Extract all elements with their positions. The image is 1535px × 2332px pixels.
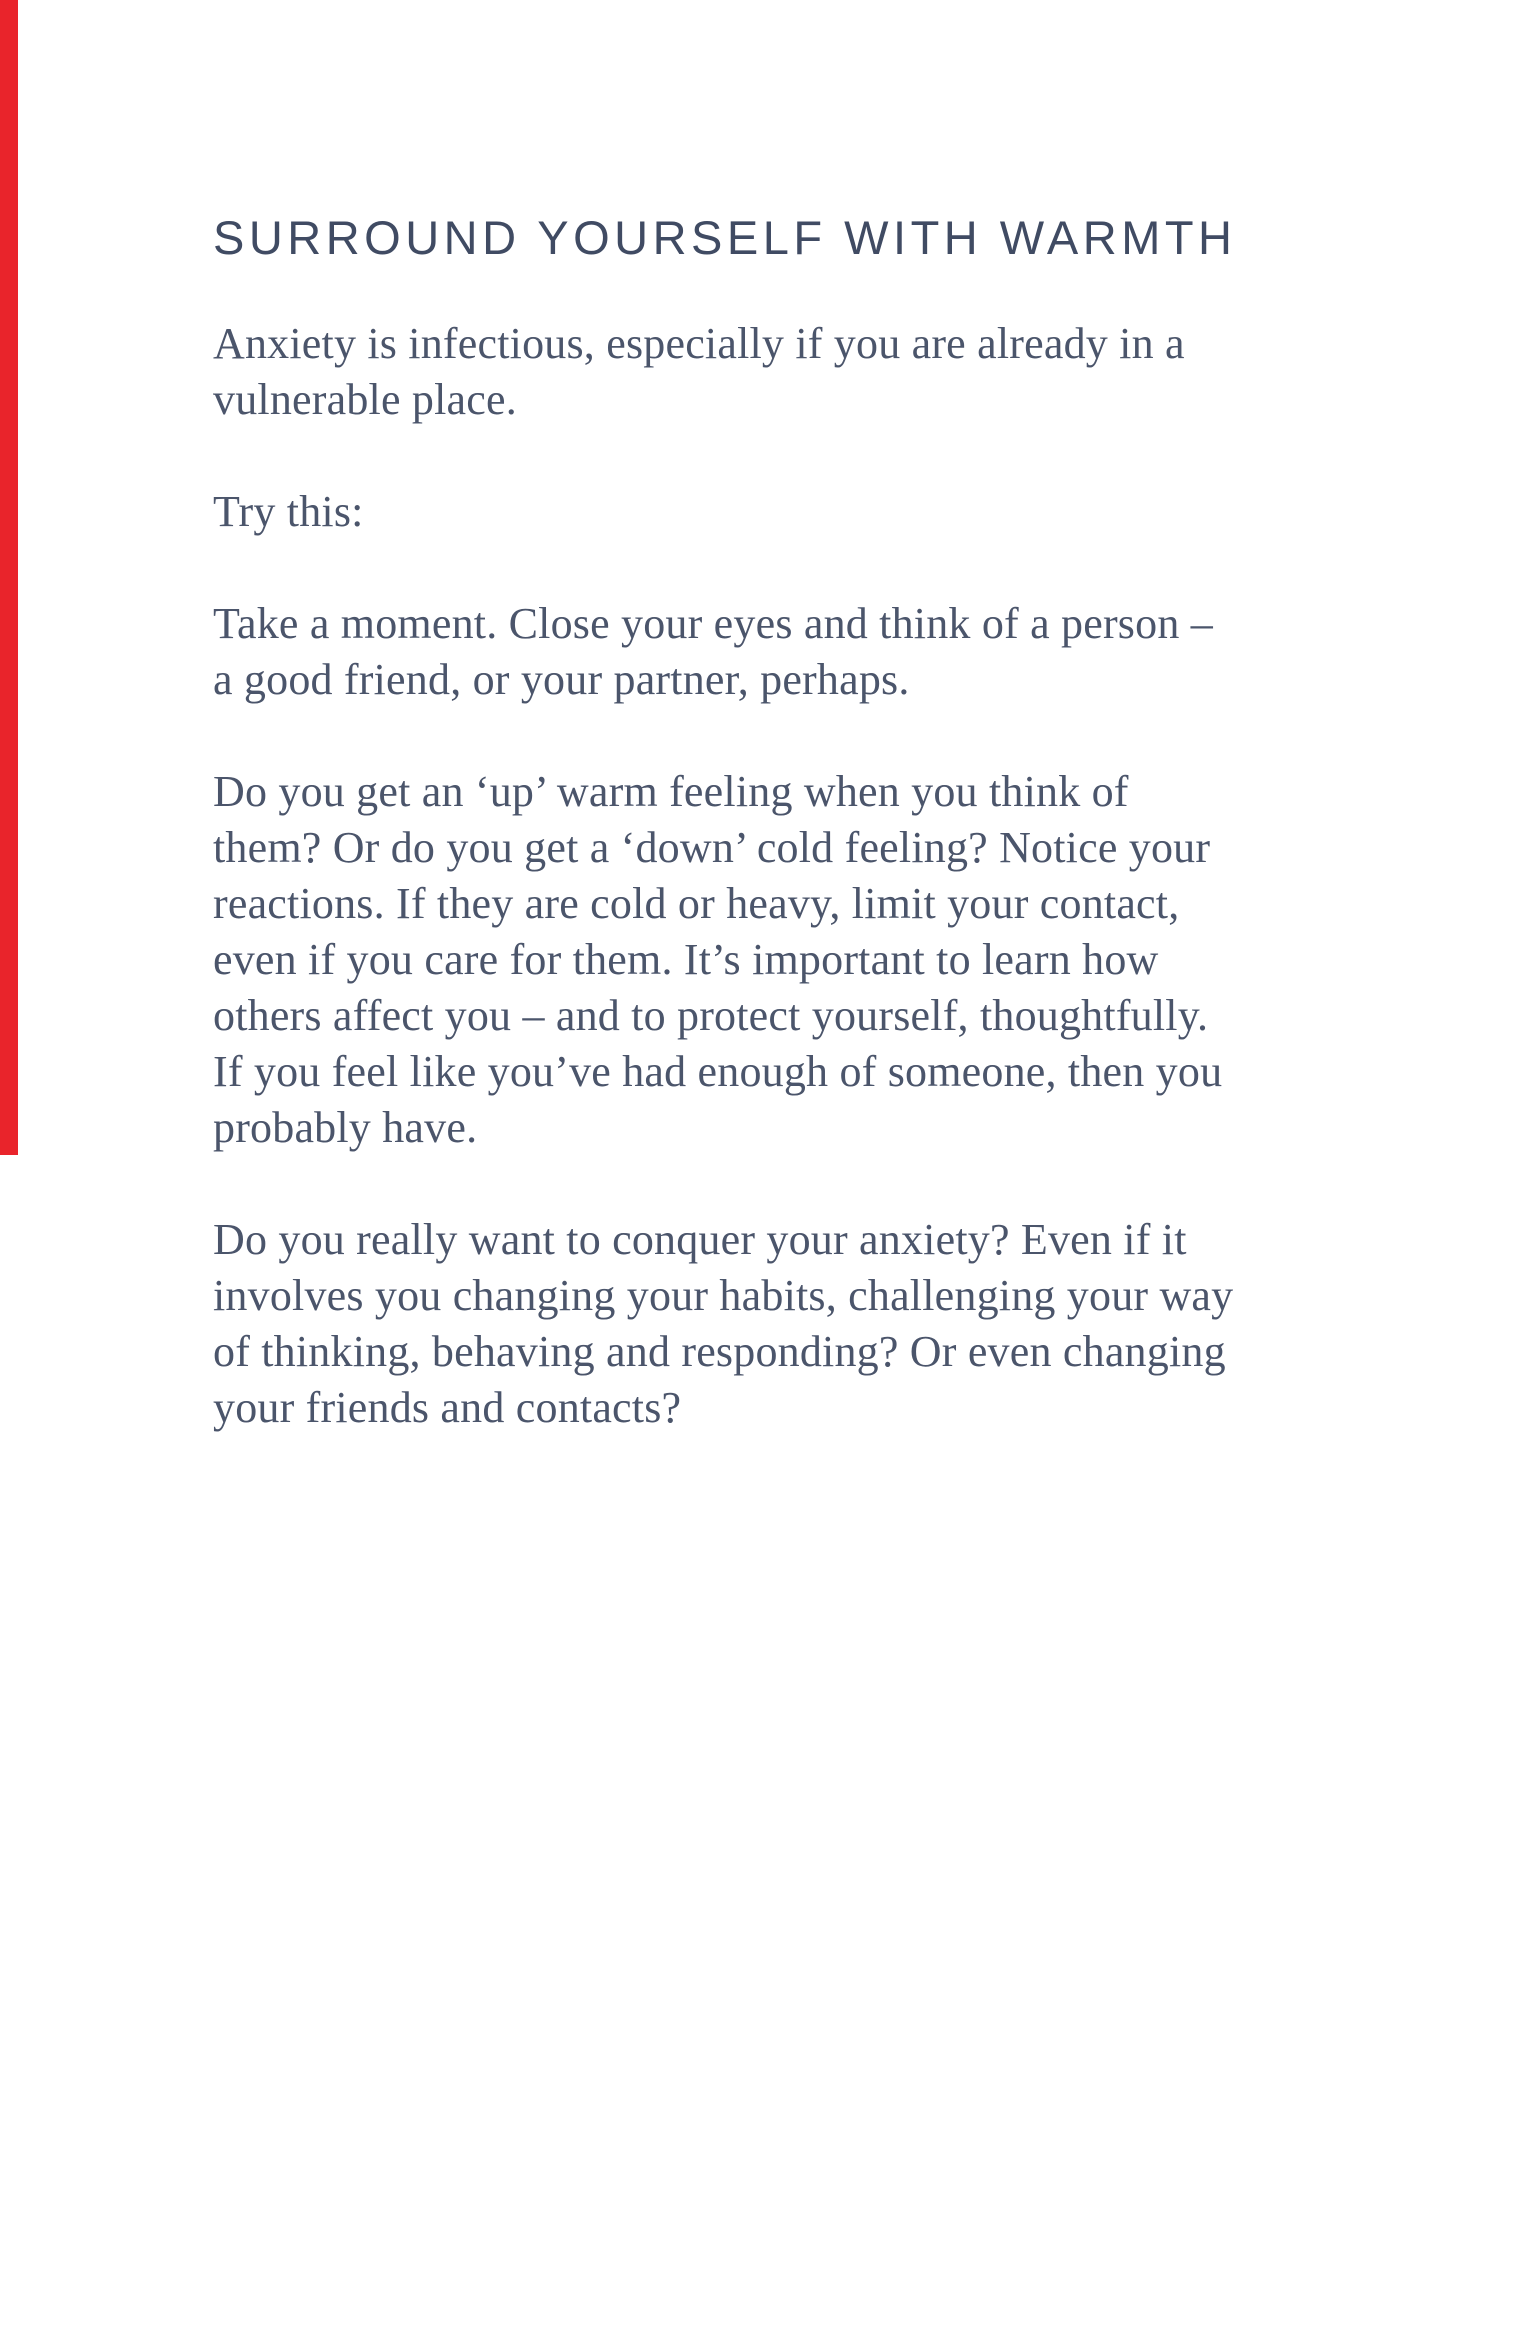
paragraph: Anxiety is infectious, especially if you are already in a vulnerable place. bbox=[213, 319, 1185, 424]
paragraph: Do you get an ‘up’ warm feeling when you think of them? Or do you get a ‘down’ cold feeling? Notice your reactions. If they are cold or heavy, limit your contact, even if you care for them. It’s important to learn how others affect you – and to protect yourself, thoughtfully. If you feel like you’ve had enough of someone, then you probably have. bbox=[213, 767, 1223, 1152]
bookmark-ribbon bbox=[0, 0, 18, 1155]
paragraph: Take a moment. Close your eyes and think of a person – a good friend, or your partner, perhaps. bbox=[213, 599, 1213, 704]
paragraph: Try this: bbox=[213, 487, 364, 536]
section-heading: SURROUND YOURSELF WITH WARMTH bbox=[213, 211, 1237, 264]
paragraph: Do you really want to conquer your anxiety? Even if it involves you changing your habits, challenging your way of thinking, behaving and responding? Or even changing your friends and contacts? bbox=[213, 1215, 1234, 1432]
page-content bbox=[213, 212, 1308, 1492]
